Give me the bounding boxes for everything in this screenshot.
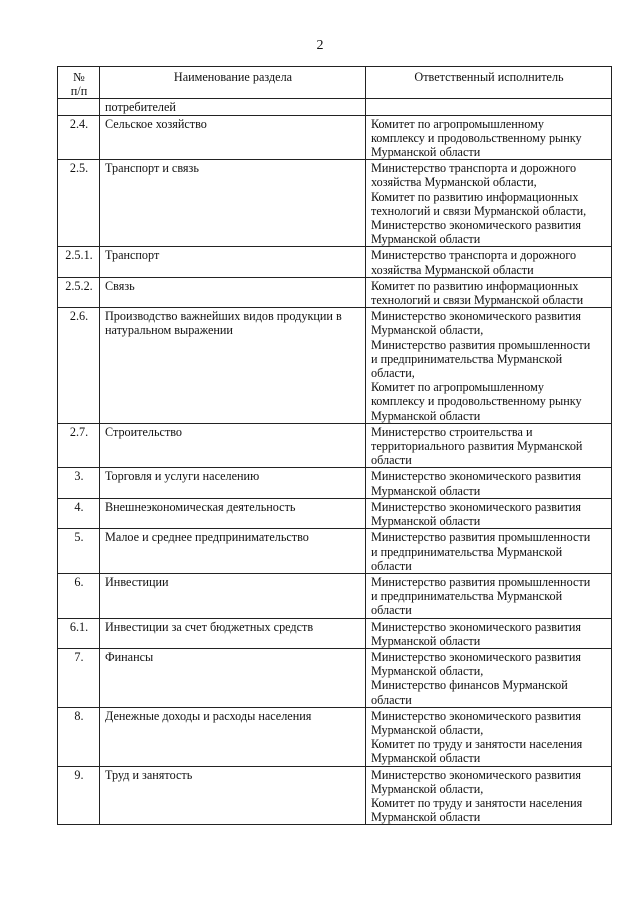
responsible-line: Мурманской области [371,751,481,766]
section-name-line: Транспорт и связь [105,161,199,176]
section-name-cell [100,573,366,618]
responsible-line: хозяйства Мурманской области [371,262,534,277]
responsible-line: Мурманской области [371,514,481,529]
responsible-line: Комитет по труду и занятости населения [371,737,583,752]
table-row [58,648,612,707]
responsible-line: Мурманской области, [371,323,484,338]
responsible-cell [366,498,612,528]
row-number: 2.7. [58,423,100,468]
responsible-cell [366,247,612,277]
responsible-line: Министерство экономического развития [371,649,581,664]
section-name-cell [100,423,366,468]
section-name-cell [100,707,366,766]
header-section-name: Наименование раздела [100,67,366,99]
responsible-line: и предпринимательства Мурманской [371,589,563,604]
responsible-line: Комитет по развитию информационных [371,189,579,204]
section-name-line: Труд и занятость [105,767,193,782]
section-name-cell [100,529,366,574]
section-name-line: потребителей [105,100,176,115]
section-name-line: Сельское хозяйство [105,116,207,131]
responsible-line: хозяйства Мурманской области, [371,175,537,190]
responsible-line: Комитет по агропромышленному [371,380,544,395]
responsible-cell [366,115,612,160]
header-num-line: п/п [70,84,88,99]
row-number: 2.5. [58,160,100,247]
responsible-line: территориального развития Мурманской [371,439,583,454]
table-row [58,468,612,498]
responsible-line: Комитет по труду и занятости населения [371,795,583,810]
section-name-line: Денежные доходы и расходы населения [105,708,312,723]
row-number: 7. [58,648,100,707]
section-name-line: Торговля и услуги населению [105,469,260,484]
section-name-line: Малое и среднее предпринимательство [105,530,309,545]
table-row [58,707,612,766]
row-number: 6.1. [58,618,100,648]
page-number: 2 [316,38,324,53]
responsible-cell [366,423,612,468]
section-name-cell [100,160,366,247]
responsible-line: области [371,603,412,618]
responsible-line: Министерство экономического развития [371,767,581,782]
section-name-cell [100,99,366,115]
section-name-line: Строительство [105,424,183,439]
responsible-line: Министерство развития промышленности [371,337,591,352]
responsible-line: Министерство строительства и [371,424,533,439]
row-number: 8. [58,707,100,766]
responsible-line: области [371,692,412,707]
responsible-line: Мурманской области [371,633,481,648]
header-num-line: № [73,70,85,84]
section-name-line: Инвестиции [105,574,169,589]
section-name-cell [100,308,366,424]
table-row [58,618,612,648]
section-name-line: Производство важнейших видов продукции в [105,309,342,324]
row-number: 5. [58,529,100,574]
responsible-line: Мурманской области [371,810,481,825]
table-row [58,115,612,160]
row-number: 4. [58,498,100,528]
responsible-line: Комитет по агропромышленному [371,116,544,131]
responsible-line: области [371,453,412,468]
responsible-line: Мурманской области, [371,781,484,796]
responsible-line: Мурманской области, [371,664,484,679]
responsible-line: комплексу и продовольственному рынку [371,130,582,145]
responsible-line: технологий и связи Мурманской области, [371,203,587,218]
section-name-line: натуральном выражении [105,323,233,338]
row-number: 3. [58,468,100,498]
responsible-line: Мурманской области, [371,722,484,737]
responsible-line: технологий и связи Мурманской области [371,293,584,308]
responsible-cell [366,160,612,247]
table-row [58,99,612,115]
section-name-cell [100,247,366,277]
section-name-cell [100,468,366,498]
table-row [58,498,612,528]
responsible-line: области, [371,366,415,381]
section-name-cell [100,766,366,825]
table-row [58,573,612,618]
table-row [58,160,612,247]
responsible-line: комплексу и продовольственному рынку [371,394,582,409]
row-number: 2.5.1. [58,247,100,277]
responsible-line: Министерство финансов Мурманской [371,678,568,693]
responsible-line: Мурманской области [371,232,481,247]
section-name-cell [100,498,366,528]
table-body [58,99,612,825]
section-name-line: Внешнеэкономическая деятельность [105,499,296,514]
responsible-line: области [371,558,412,573]
responsible-line: Министерство развития промышленности [371,574,591,589]
responsible-cell [366,529,612,574]
section-name-line: Связь [105,278,135,293]
section-name-line: Финансы [105,649,154,664]
table-row [58,308,612,424]
table-row [58,247,612,277]
row-number: 2.5.2. [58,277,100,307]
row-number: 9. [58,766,100,825]
table-row [58,529,612,574]
section-name-cell [100,277,366,307]
responsible-line: Министерство экономического развития [371,499,581,514]
responsible-line: Министерство экономического развития [371,619,581,634]
table-row [58,423,612,468]
responsible-line: Министерство экономического развития [371,309,581,324]
section-name-cell [100,618,366,648]
table-row [58,766,612,825]
responsible-line: Министерство транспорта и дорожного [371,248,577,263]
header-row [58,67,612,99]
responsible-line: Министерство экономического развития [371,469,581,484]
responsible-cell [366,573,612,618]
row-number: 2.6. [58,308,100,424]
responsible-line: и предпринимательства Мурманской [371,544,563,559]
section-name-line: Транспорт [105,248,160,263]
row-number: 6. [58,573,100,618]
responsible-cell [366,766,612,825]
responsible-line: Министерство транспорта и дорожного [371,161,577,176]
responsible-cell [366,707,612,766]
table-header [58,67,612,99]
responsible-cell [366,468,612,498]
responsible-line: Комитет по развитию информационных [371,278,579,293]
section-name-cell [100,115,366,160]
table-row [58,277,612,307]
responsible-cell [366,99,612,115]
header-num [58,67,100,99]
responsible-line: Министерство развития промышленности [371,530,591,545]
responsible-cell [366,648,612,707]
row-number: 2.4. [58,115,100,160]
row-number [58,99,100,115]
responsible-line: Министерство экономического развития [371,218,581,233]
responsible-line: Министерство экономического развития [371,708,581,723]
responsible-cell [366,618,612,648]
sections-table [57,66,612,825]
section-name-line: Инвестиции за счет бюджетных средств [105,619,314,634]
responsible-line: Мурманской области [371,145,481,160]
header-responsible: Ответственный исполнитель [366,67,612,99]
responsible-cell [366,308,612,424]
section-name-cell [100,648,366,707]
responsible-line: Мурманской области [371,408,481,423]
responsible-line: Мурманской области [371,483,481,498]
responsible-line: и предпринимательства Мурманской [371,351,563,366]
responsible-cell [366,277,612,307]
